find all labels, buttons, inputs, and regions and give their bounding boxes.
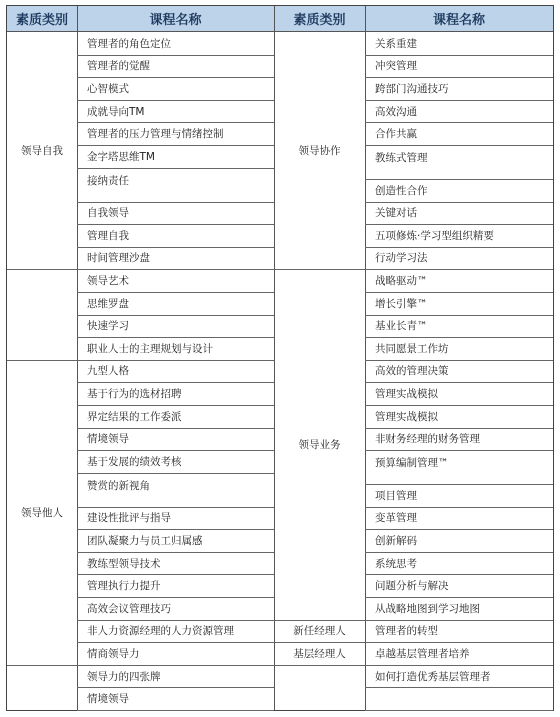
right-course-cell: 创新解码 (375, 534, 417, 547)
left-course-cell: 管理者的觉醒 (87, 60, 150, 73)
right-category-cell: 领导协作 (298, 145, 341, 158)
left-course-cell: 职业人士的主理规划与设计 (87, 342, 213, 355)
right-course-cell: 管理实战模拟 (375, 388, 438, 401)
right-course-cell: 管理实战模拟 (375, 410, 438, 423)
right-category-cell (274, 665, 365, 710)
right-course-cell: 管理者的转型 (375, 625, 438, 638)
left-course-cell: 自我领导 (87, 207, 129, 220)
right-course-cell: 从战略地图到学习地图 (375, 602, 480, 615)
left-course-cell: 情境领导 (87, 433, 129, 446)
right-course-cell: 关系重建 (375, 37, 417, 50)
left-course-cell: 接纳责任 (87, 174, 129, 187)
left-course-cell: 快速学习 (87, 320, 129, 333)
right-course-cell: 创造性合作 (375, 184, 428, 197)
right-course-cell: 系统思考 (375, 557, 417, 570)
right-course-cell: 合作共赢 (375, 128, 417, 141)
left-course-cell: 成就导向TM (87, 105, 145, 118)
left-course-cell: 领导艺术 (87, 275, 129, 288)
right-course-cell: 冲突管理 (375, 60, 417, 73)
header-left-category: 素质类别 (7, 6, 77, 32)
left-course-cell: 建设性批评与指导 (87, 512, 171, 525)
left-course-cell: 九型人格 (87, 365, 129, 378)
left-course-cell: 思维罗盘 (87, 297, 129, 310)
right-course-cell: 教练式管理 (375, 152, 428, 164)
right-category-cell: 领导业务 (298, 438, 341, 451)
left-course-cell: 时间管理沙盘 (87, 252, 150, 265)
right-category-cell: 基层经理人 (293, 647, 346, 660)
header-right-category: 素质类别 (274, 6, 365, 32)
right-course-cell: 增长引擎™ (375, 297, 428, 310)
left-course-cell: 非人力资源经理的人力资源管理 (87, 625, 234, 638)
right-course-cell (365, 687, 553, 710)
right-course-cell: 问题分析与解决 (375, 580, 449, 593)
left-course-cell: 团队凝聚力与员工归属感 (87, 534, 203, 547)
left-course-cell: 界定结果的工作委派 (87, 410, 182, 423)
right-course-cell: 高效的管理决策 (375, 365, 449, 378)
course-table (6, 5, 554, 711)
left-course-cell: 情商领导力 (87, 647, 140, 660)
right-course-cell: 预算编制管理™ (375, 457, 449, 470)
right-course-cell: 项目管理 (375, 489, 417, 502)
left-course-cell: 基于发展的绩效考核 (87, 455, 182, 468)
right-course-cell: 如何打造优秀基层管理者 (375, 670, 491, 683)
left-course-cell: 管理者的压力管理与情绪控制 (87, 128, 224, 141)
left-course-cell: 情境领导 (87, 693, 129, 706)
left-course-cell: 心智模式 (87, 82, 129, 95)
right-course-cell: 非财务经理的财务管理 (375, 433, 480, 446)
left-course-cell: 教练型领导技术 (87, 557, 161, 570)
right-course-cell: 五项修炼·学习型组织精要 (375, 229, 494, 242)
right-course-cell: 卓越基层管理者培养 (375, 647, 470, 660)
right-course-cell: 共同愿景工作坊 (375, 342, 449, 355)
row-divider (365, 710, 553, 711)
left-category-cell (7, 269, 77, 359)
right-course-cell: 跨部门沟通技巧 (375, 82, 449, 95)
left-course-cell: 领导力的四张牌 (87, 670, 161, 683)
header-right-course: 课程名称 (365, 6, 553, 32)
left-course-cell: 赞赏的新视角 (87, 479, 150, 492)
right-course-cell: 基业长青™ (375, 320, 428, 333)
left-course-cell: 管理者的角色定位 (87, 37, 171, 50)
right-course-cell: 变革管理 (375, 512, 417, 525)
left-category-cell: 领导自我 (21, 145, 63, 158)
header-left-course: 课程名称 (77, 6, 274, 32)
right-course-cell: 关键对话 (375, 207, 417, 220)
row-divider (77, 710, 274, 711)
left-category-cell: 领导他人 (21, 506, 63, 519)
left-category-cell (7, 665, 77, 710)
left-course-cell: 管理自我 (87, 229, 129, 242)
right-course-cell: 战略驱动™ (375, 275, 428, 288)
left-course-cell: 高效会议管理技巧 (87, 602, 171, 615)
left-course-cell: 基于行为的选材招聘 (87, 388, 182, 401)
left-course-cell: 管理执行力提升 (87, 580, 161, 593)
left-course-cell: 金字塔思维TM (87, 150, 155, 163)
right-course-cell: 高效沟通 (375, 105, 417, 118)
right-category-cell: 新任经理人 (293, 625, 346, 638)
right-course-cell: 行动学习法 (375, 252, 428, 265)
